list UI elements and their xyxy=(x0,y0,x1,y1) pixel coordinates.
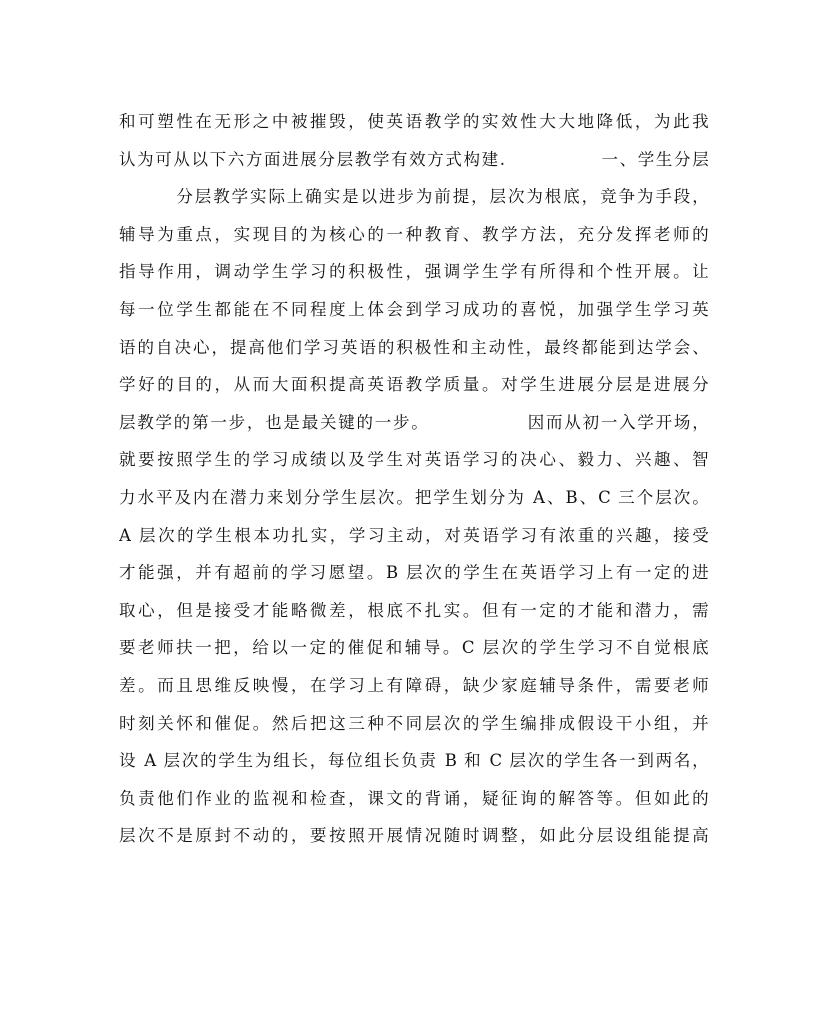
text-line: 设 A 层次的学生为组长，每位组长负责 B 和 C 层次的学生各一到两名， xyxy=(119,751,709,771)
text-line: 才能强，并有超前的学习愿望。B 层次的学生在英语学习上有一定的进 xyxy=(119,563,709,583)
text-line: 和可塑性在无形之中被摧毁，使英语教学的实效性大大地降低，为此我 xyxy=(119,112,709,131)
body-text xyxy=(119,103,709,855)
text-line: 要老师扶一把，给以一定的催促和辅导。C 层次的学生学习不自觉根底 xyxy=(119,638,709,658)
text-line: 层次不是原封不动的，要按照开展情况随时调整，如此分层设组能提高 xyxy=(119,826,709,846)
text-line: 层教学的第一步，也是最关键的一步。 因而从初一入学开场， xyxy=(119,412,709,432)
text-line: 指导作用，调动学生学习的积极性，强调学生学有所得和个性开展。让 xyxy=(119,262,709,282)
text-line: 语的自决心，提高他们学习英语的积极性和主动性，最终都能到达学会、 xyxy=(119,337,709,357)
text-line: 学好的目的，从而大面积提高英语教学质量。对学生进展分层是进展分 xyxy=(119,375,709,395)
text-line: 就要按照学生的学习成绩以及学生对英语学习的决心、毅力、兴趣、智 xyxy=(119,450,709,470)
text-line: 认为可从以下六方面进展分层教学有效方式构建. 一、学生分层 xyxy=(119,149,709,169)
text-line: 分层教学实际上确实是以进步为前提，层次为根底，竞争为手段， xyxy=(119,187,709,207)
text-line: 力水平及内在潜力来划分学生层次。把学生划分为 A、B、C 三个层次。 xyxy=(119,487,709,507)
text-line: 差。而且思维反映慢，在学习上有障碍，缺少家庭辅导条件，需要老师 xyxy=(119,675,709,695)
text-line: 每一位学生都能在不同程度上体会到学习成功的喜悦，加强学生学习英 xyxy=(119,299,709,319)
text-line: A 层次的学生根本功扎实，学习主动，对英语学习有浓重的兴趣，接受 xyxy=(119,525,709,545)
text-line: 负责他们作业的监视和检查，课文的背诵，疑征询的解答等。但如此的 xyxy=(119,788,709,808)
text-line: 时刻关怀和催促。然后把这三种不同层次的学生编排成假设干小组，并 xyxy=(119,713,709,733)
text-line: 取心，但是接受才能略微差，根底不扎实。但有一定的才能和潜力，需 xyxy=(119,600,709,620)
text-line: 辅导为重点，实现目的为核心的一种教育、教学方法，充分发挥老师的 xyxy=(119,224,709,244)
